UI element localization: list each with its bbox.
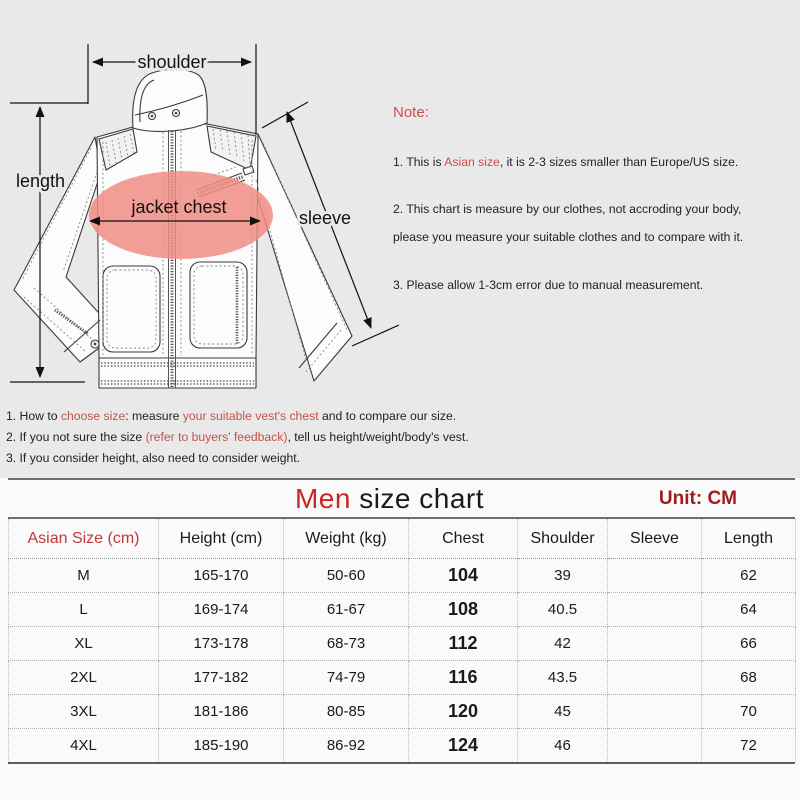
cell-length: 64	[702, 593, 796, 627]
cell-length: 70	[702, 695, 796, 729]
cell-size: L	[9, 593, 159, 627]
cell-height: 173-178	[159, 627, 284, 661]
tip-1-mid: : measure	[125, 409, 183, 423]
note-item-3: 3. Please allow 1-3cm error due to manual measurement.	[393, 278, 704, 292]
cell-length: 68	[702, 661, 796, 695]
cell-length: 62	[702, 559, 796, 593]
note-1-highlight: Asian size	[444, 155, 500, 169]
cell-size: XL	[9, 627, 159, 661]
header-weight: Weight (kg)	[284, 519, 409, 559]
note-item-1	[393, 154, 797, 171]
length-label: length	[16, 171, 66, 191]
cell-shoulder: 46	[518, 729, 608, 763]
table-row-2xl	[9, 661, 796, 695]
cell-weight: 86-92	[284, 729, 409, 763]
cell-height: 177-182	[159, 661, 284, 695]
table-row-4xl	[9, 729, 796, 763]
header-chest: Chest	[409, 519, 518, 559]
cell-height: 185-190	[159, 729, 284, 763]
cell-weight: 61-67	[284, 593, 409, 627]
unit-label: Unit: CM	[658, 487, 737, 509]
cell-chest: 116	[409, 661, 518, 695]
tip-item-1	[6, 406, 606, 427]
notes-heading: Note:	[393, 104, 429, 121]
table-row-xl	[9, 627, 796, 661]
tip-item-2	[6, 427, 606, 448]
cell-size: 4XL	[9, 729, 159, 763]
tip-2-post: , tell us height/weight/body's vest.	[287, 430, 469, 444]
cell-shoulder: 39	[518, 559, 608, 593]
cell-chest: 120	[409, 695, 518, 729]
note-1-text: 1. This is	[393, 155, 445, 169]
cell-sleeve	[608, 729, 702, 763]
note-1-rest: , it is 2-3 sizes smaller than Europe/US size.	[499, 155, 739, 169]
cell-shoulder: 43.5	[518, 661, 608, 695]
cell-size: 3XL	[9, 695, 159, 729]
shoulder-label: shoulder	[137, 52, 207, 72]
size-tips	[6, 406, 606, 469]
note-item-2	[393, 195, 797, 251]
header-length: Length	[702, 519, 796, 559]
tip-2-highlight: (refer to buyers' feedback)	[145, 430, 288, 444]
notes-section	[393, 104, 797, 324]
cell-sleeve	[608, 695, 702, 729]
jacket-measurement-diagram	[0, 0, 400, 405]
cell-chest: 104	[409, 559, 518, 593]
cell-sleeve	[608, 627, 702, 661]
chart-title-rest: size chart	[350, 482, 485, 514]
cell-weight: 80-85	[284, 695, 409, 729]
chart-title	[295, 483, 484, 515]
cell-shoulder: 40.5	[518, 593, 608, 627]
cell-length: 66	[702, 627, 796, 661]
header-asian-size: Asian Size (cm)	[9, 519, 159, 559]
cell-shoulder: 45	[518, 695, 608, 729]
cell-sleeve	[608, 593, 702, 627]
tip-1-pre: 1. How to	[6, 409, 61, 423]
tip-1-highlight-1: choose size	[60, 409, 126, 423]
tip-1-post: and to compare our size.	[318, 409, 457, 423]
cell-length: 72	[702, 729, 796, 763]
cell-size: M	[9, 559, 159, 593]
cell-chest: 124	[409, 729, 518, 763]
table-row-m	[9, 559, 796, 593]
measurements-table	[8, 519, 796, 762]
cell-height: 169-174	[159, 593, 284, 627]
header-row	[9, 519, 796, 559]
cell-size: 2XL	[9, 661, 159, 695]
cell-chest: 112	[409, 627, 518, 661]
table-row-l	[9, 593, 796, 627]
table-row-3xl	[9, 695, 796, 729]
tip-item-3: 3. If you consider height, also need to consider weight.	[6, 451, 301, 465]
cell-height: 181-186	[159, 695, 284, 729]
cell-height: 165-170	[159, 559, 284, 593]
cell-shoulder: 42	[518, 627, 608, 661]
tip-1-highlight-2: your suitable vest's chest	[182, 409, 319, 423]
jacket-chest-label: jacket chest	[131, 197, 227, 217]
header-height: Height (cm)	[159, 519, 284, 559]
sleeve-label: sleeve	[299, 208, 352, 228]
cell-weight: 74-79	[284, 661, 409, 695]
note-2-line2: please you measure your suitable clothes and to compare with it.	[393, 230, 744, 244]
tip-2-pre: 2. If you not sure the size	[6, 430, 146, 444]
size-table	[8, 478, 795, 764]
cell-chest: 108	[409, 593, 518, 627]
cell-weight: 50-60	[284, 559, 409, 593]
header-sleeve: Sleeve	[608, 519, 702, 559]
cell-sleeve	[608, 559, 702, 593]
note-2-line1: 2. This chart is measure by our clothes, not accroding your body,	[393, 202, 742, 216]
cell-weight: 68-73	[284, 627, 409, 661]
cell-sleeve	[608, 661, 702, 695]
chart-title-men: Men	[294, 482, 351, 514]
table-title-row	[8, 478, 795, 519]
header-shoulder: Shoulder	[518, 519, 608, 559]
